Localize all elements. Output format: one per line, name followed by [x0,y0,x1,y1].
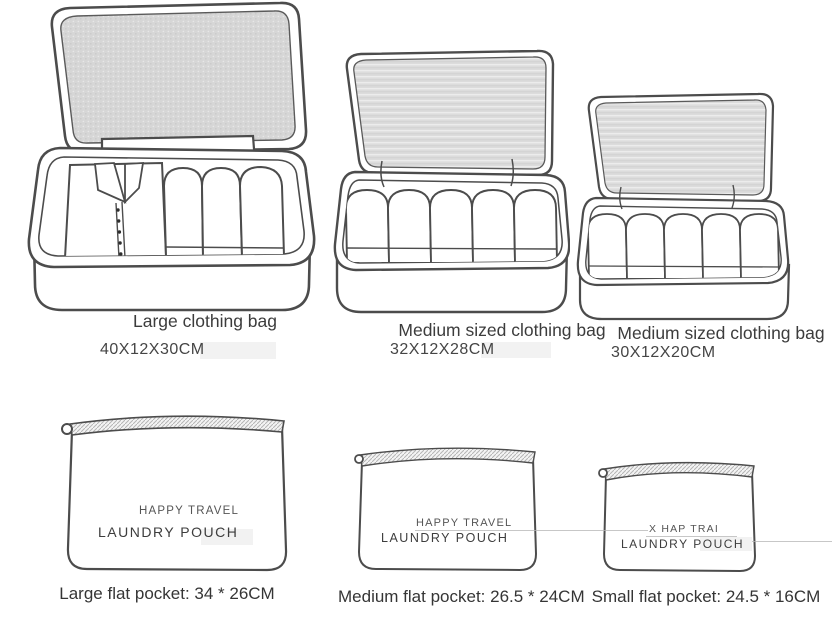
small-pouch-print-line1: X HAP TRAI [649,523,719,535]
small-pouch-drawing [594,458,762,576]
zipper-pull-icon [355,455,363,463]
small-pouch-print-line2: LAUNDRY POUCH [621,537,745,551]
medium-bag-name-label: Medium sized clothing bag [398,320,606,340]
medium-bag-size-label: 32X12X28CM [390,341,495,358]
medium-pouch-drawing [348,442,546,576]
large-pouch-print-line1: HAPPY TRAVEL [139,505,240,517]
large-clothing-bag-drawing [22,0,320,316]
small-pouch-caption: Small flat pocket: 24.5 * 16CM [591,587,821,606]
medium-clothing-bag-drawing [333,40,570,318]
medium-bag-2-size-label: 30X12X20CM [611,344,716,361]
large-bag-name-label: Large clothing bag [133,311,277,331]
large-bag-size-label: 40X12X30CM [100,341,205,358]
medium-pouch-print-line1: HAPPY TRAVEL [416,517,513,529]
large-pouch-caption: Large flat pocket: 34 * 26CM [59,584,275,603]
zipper-pull-icon [62,424,72,434]
large-pouch-print-line2: LAUNDRY POUCH [98,524,239,540]
medium-clothing-bag-2-drawing [576,85,794,323]
medium-pouch-caption: Medium flat pocket: 26.5 * 24CM [338,587,585,606]
medium-pouch-print-line2: LAUNDRY POUCH [381,531,509,545]
medium-bag-2-name-label: Medium sized clothing bag [617,323,825,343]
watermark-smudge [200,342,276,359]
large-pouch-drawing [53,408,301,576]
zipper-pull-icon [599,469,607,477]
